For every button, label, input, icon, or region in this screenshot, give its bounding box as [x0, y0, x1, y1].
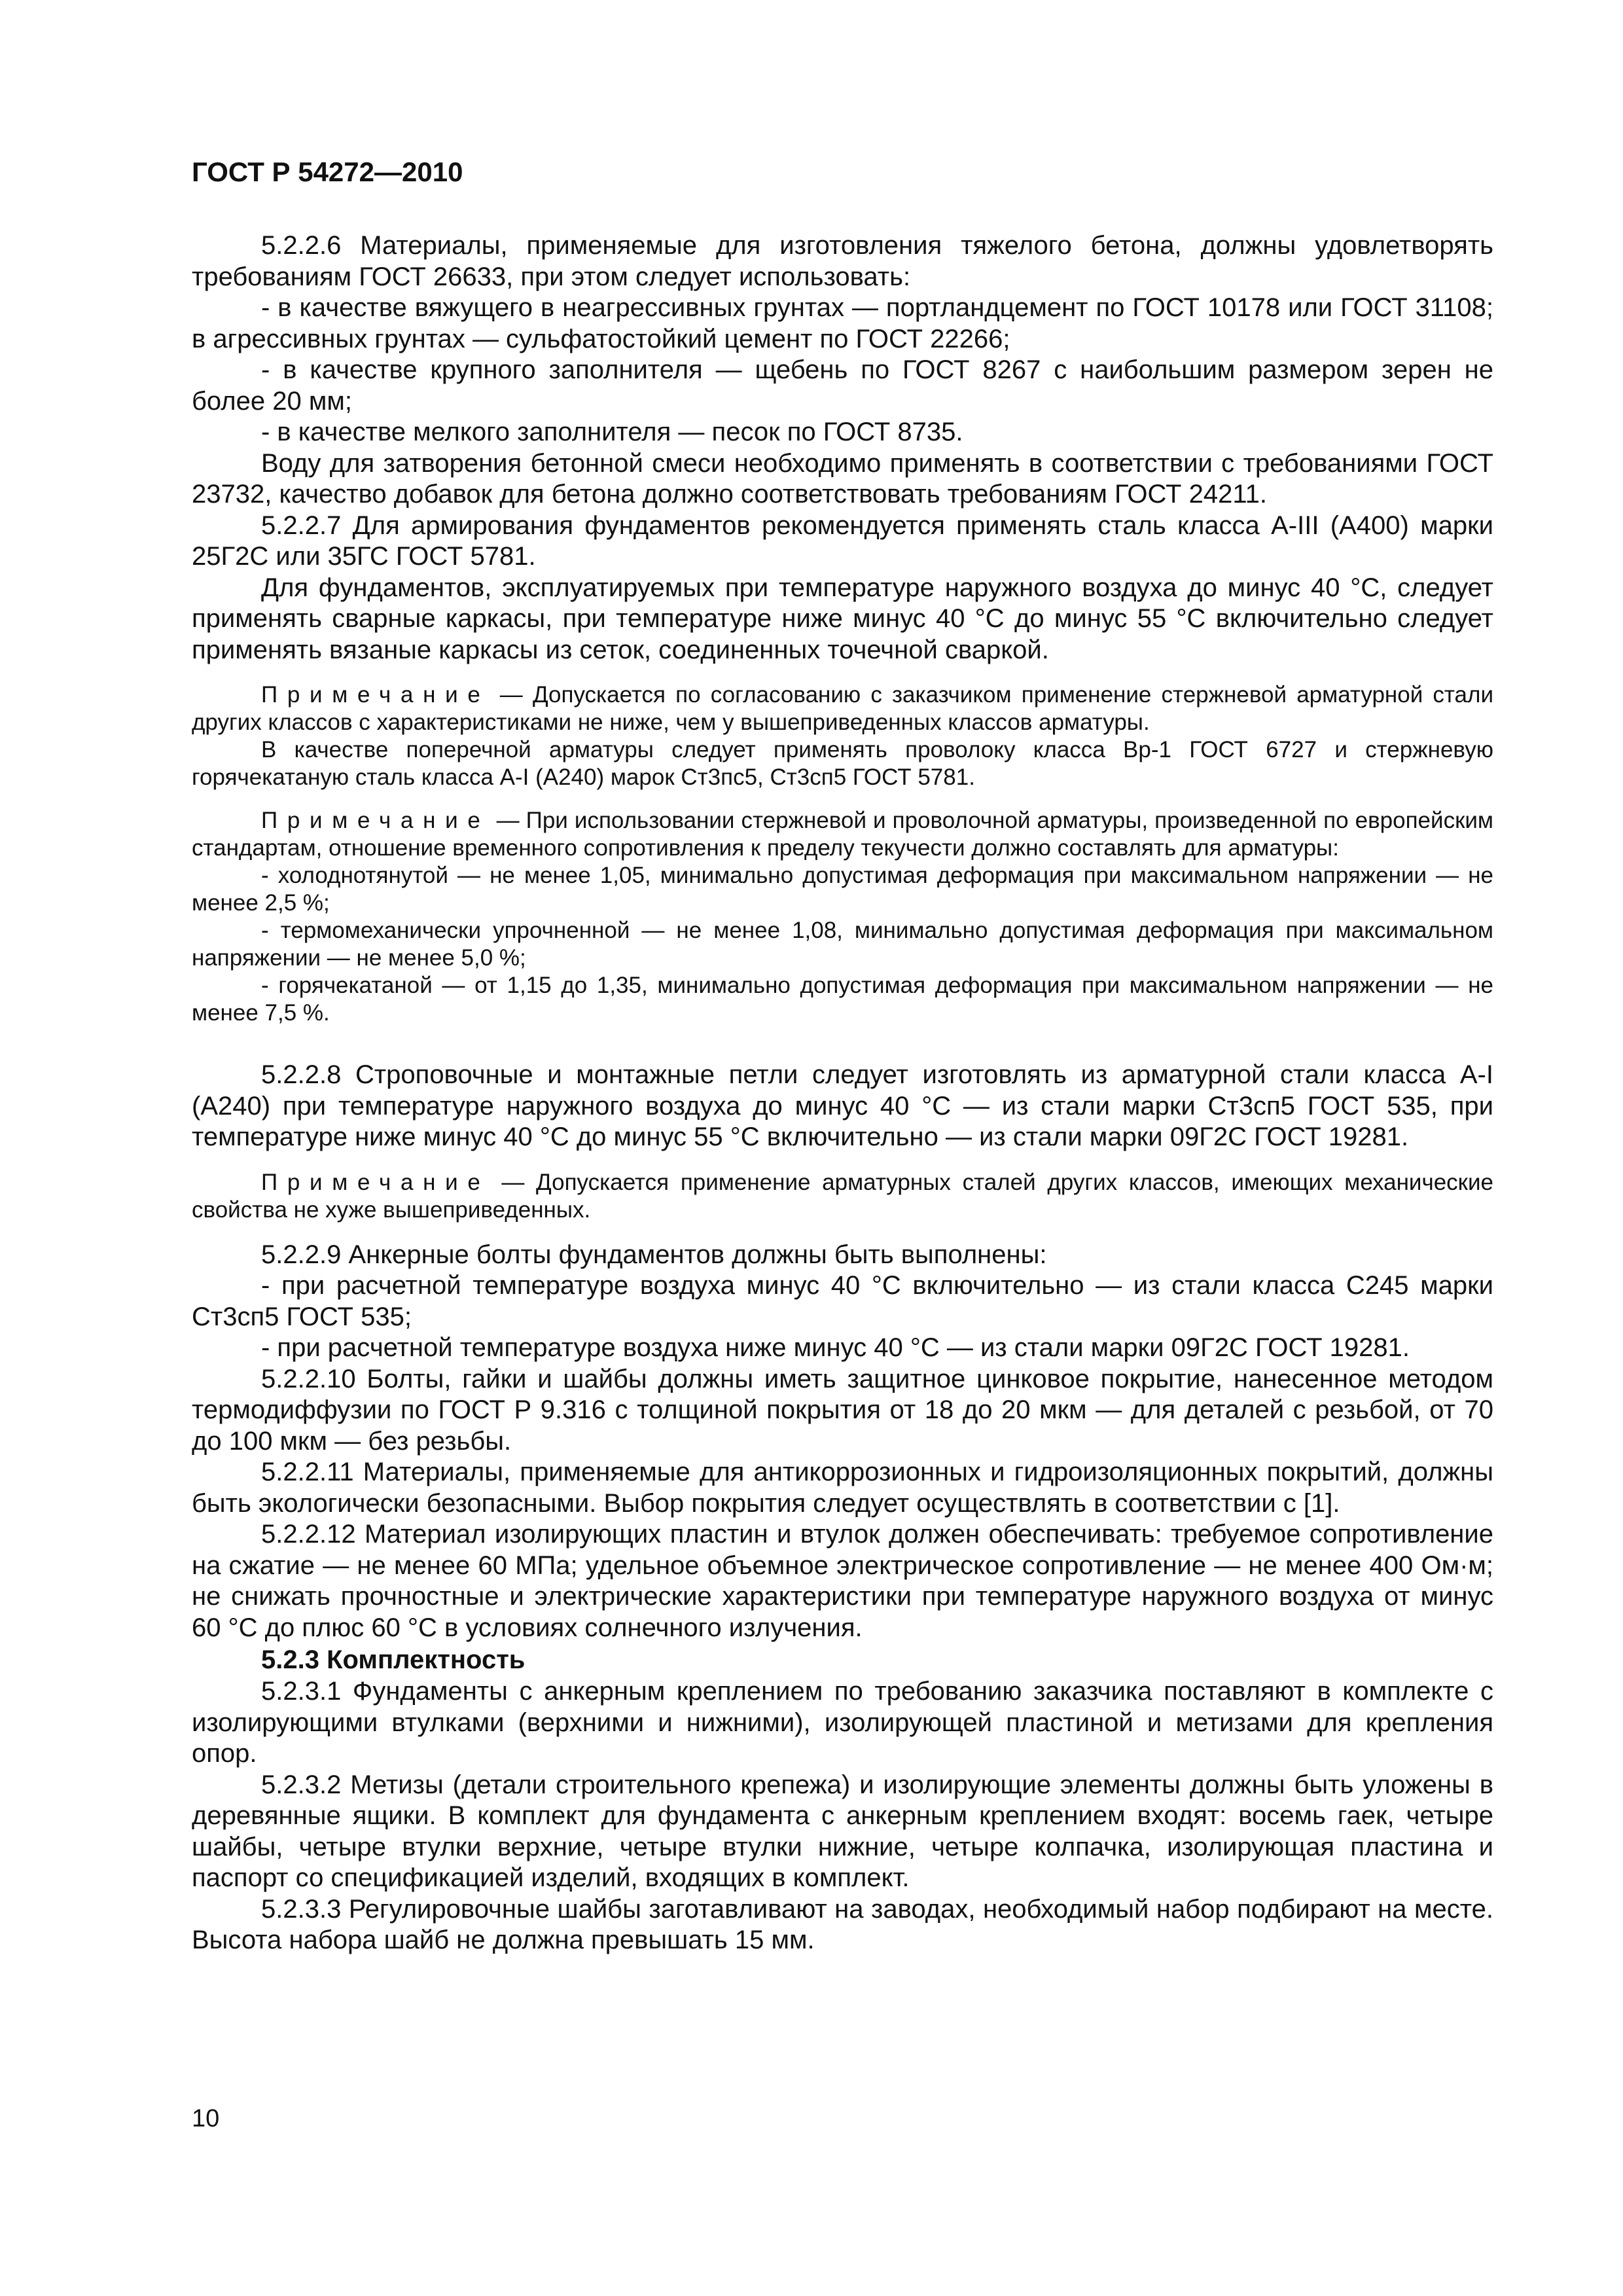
note-2: [192, 807, 1493, 1027]
note-2-body: — При использовании стержневой и проволочной арматуры, произведенной по европейским стандартам, отношение временного сопротивления к пределу текучести должно составлять для арматуры:: [192, 808, 1493, 861]
note-label: Примечание: [261, 682, 490, 708]
note-label: Примечание: [261, 808, 490, 833]
note-3-text: [192, 1169, 1493, 1224]
clause-5-2-2-10: 5.2.2.10 Болты, гайки и шайбы должны иметь защитное цинковое покрытие, нанесенное методом термодиффузии по ГОСТ Р 9.316 с толщиной покрытия от 18 до 20 мкм — для деталей с резьбой, от 70 до 100 мкм — без резьбы.: [192, 1364, 1493, 1456]
clause-5-2-3-2: 5.2.3.2 Метизы (детали строительного крепежа) и изолирующие элементы должны быть уложены в деревянные ящики. В комплект для фундамента с анкерным креплением входят: восемь гаек, четыре шайбы, четыре втулки верхние, четыре втулки нижние, четыре колпачка, изолирующая пластина и паспорт со спецификацией изделий, входящих в комплект.: [192, 1770, 1493, 1892]
clause-5-2-2-8: 5.2.2.8 Строповочные и монтажные петли следует изготовлять из арматурной стали класса А-I (А240) при температуре наружного воздуха до минус 40 °С — из стали марки Ст3сп5 ГОСТ 535, при температуре ниже минус 40 °С до минус 55 °С включительно — из стали марки 09Г2С ГОСТ 19281.: [192, 1060, 1493, 1151]
note-1-body: — Допускается по согласованию с заказчиком применение стержневой арматурной стали других классов с характеристиками не ниже, чем у вышеприведенных классов арматуры.: [192, 682, 1493, 735]
mixing-water-paragraph: Воду для затворения бетонной смеси необходимо применять в соответствии с требованиями ГОСТ 23732, качество добавок для бетона должно соответствовать требованиям ГОСТ 24211.: [192, 448, 1493, 509]
anchor-bolts-item-1: - при расчетной температуре воздуха минус 40 °С включительно — из стали класса С245 марки Ст3сп5 ГОСТ 535;: [192, 1271, 1493, 1331]
note-1-text: [192, 681, 1493, 736]
section-heading-5-2-3: 5.2.3 Комплектность: [261, 1645, 526, 1674]
clause-5-2-2-12: 5.2.2.12 Материал изолирующих пластин и втулок должен обеспечивать: требуемое сопротивление на сжатие — не менее 60 МПа; удельное объемное электрическое сопротивление — не менее 400 Ом·м; не снижать прочностные и электрические характеристики при температуре наружного воздуха от минус 60 °С до плюс 60 °С в условиях солнечного излучения.: [192, 1520, 1493, 1642]
note-1-continuation: В качестве поперечной арматуры следует применять проволоку класса Вр-1 ГОСТ 6727 и стержневую горячекатаную сталь класса А-I (А240) марок Ст3пс5, Ст3сп5 ГОСТ 5781.: [192, 737, 1493, 790]
note-3: [192, 1169, 1493, 1224]
clause-5-2-2-7: 5.2.2.7 Для армирования фундаментов рекомендуется применять сталь класса А-III (А400) марки 25Г2С или 35ГС ГОСТ 5781.: [192, 511, 1493, 571]
note-2-item-thermomechanical: - термомеханически упрочненной — не менее 1,08, минимально допустимая деформация при максимальном напряжении — не менее 5,0 %;: [192, 918, 1493, 971]
clause-5-2-3-3: 5.2.3.3 Регулировочные шайбы заготавливают на заводах, необходимый набор подбирают на месте. Высота набора шайб не должна превышать 15 мм.: [192, 1894, 1493, 1954]
page-content: [192, 156, 1493, 1956]
clause-5-2-3-1: 5.2.3.1 Фундаменты с анкерным креплением по требованию заказчика поставляют в комплекте с изолирующими втулками (верхними и нижними), изолирующей пластиной и метизами для крепления опор.: [192, 1677, 1493, 1768]
coarse-aggregate-item: - в качестве крупного заполнителя — щебень по ГОСТ 8267 с наибольшим размером зерен не более 20 мм;: [192, 355, 1493, 416]
anchor-bolts-item-2: - при расчетной температуре воздуха ниже минус 40 °С — из стали марки 09Г2С ГОСТ 19281.: [261, 1333, 1410, 1362]
frames-paragraph: Для фундаментов, эксплуатируемых при температуре наружного воздуха до минус 40 °С, следует применять сварные каркасы, при температуре ниже минус 40 °С до минус 55 °С включительно следует применять вязаные каркасы из сеток, соединенных точечной сваркой.: [192, 573, 1493, 664]
clause-5-2-2-9: 5.2.2.9 Анкерные болты фундаментов должны быть выполнены:: [261, 1240, 1047, 1269]
clause-5-2-2-6: 5.2.2.6 Материалы, применяемые для изготовления тяжелого бетона, должны удовлетворять требованиям ГОСТ 26633, при этом следует использовать:: [192, 231, 1493, 291]
note-1: [192, 681, 1493, 791]
note-label: Примечание: [261, 1169, 490, 1195]
note-2-text: [192, 807, 1493, 862]
page-number: 10: [192, 2105, 220, 2132]
clause-5-2-2-11: 5.2.2.11 Материалы, применяемые для антикоррозионных и гидроизоляционных покрытий, должны быть экологически безопасными. Выбор покрытия следует осуществлять в соответствии с [1].: [192, 1458, 1493, 1518]
note-2-item-hot-rolled: - горячекатаной — от 1,15 до 1,35, минимально допустимая деформация при максимальном напряжении — не менее 7,5 %.: [192, 973, 1493, 1026]
fine-aggregate-item: - в качестве мелкого заполнителя — песок по ГОСТ 8735.: [261, 418, 963, 446]
binder-item: - в качестве вяжущего в неагрессивных грунтах — портландцемент по ГОСТ 10178 или ГОСТ 31108; в агрессивных грунтах — сульфатостойкий цемент по ГОСТ 22266;: [192, 293, 1493, 353]
note-2-item-cold-drawn: - холоднотянутой — не менее 1,05, минимально допустимая деформация при максимальном напряжении — не менее 2,5 %;: [192, 863, 1493, 916]
document-code-header: ГОСТ Р 54272—2010: [192, 156, 463, 187]
note-3-body: — Допускается применение арматурных сталей других классов, имеющих механические свойства не хуже вышеприведенных.: [192, 1169, 1493, 1223]
